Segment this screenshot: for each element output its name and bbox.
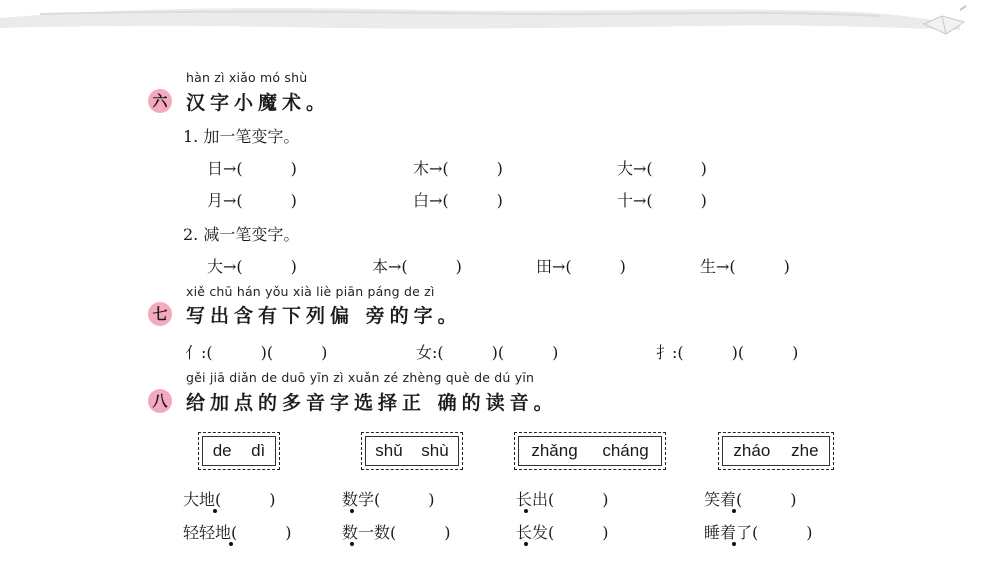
emphasis-dot xyxy=(732,542,736,546)
section7-pinyin: xiě chū hán yǒu xià liè piān páng de zì xyxy=(186,284,435,299)
remove-stroke-item[interactable]: 田→( ) xyxy=(536,257,626,276)
pronunciation-option: zhe xyxy=(791,441,819,460)
pronunciation-box xyxy=(718,432,834,470)
pronunciation-option: zháo xyxy=(733,441,771,460)
polyphone-word[interactable]: 笑着( ) xyxy=(704,490,797,509)
add-stroke-item[interactable]: 木→( ) xyxy=(413,159,503,178)
radical-item[interactable]: 女:( )( ) xyxy=(416,343,559,362)
section8-pinyin: gěi jiā diǎn de duō yīn zì xuǎn zé zhèng què de dú yīn xyxy=(186,370,535,385)
emphasis-dot xyxy=(213,509,217,513)
section7-badge: 七 xyxy=(148,302,172,326)
polyphone-word[interactable]: 轻轻地( ) xyxy=(183,523,292,542)
section7-title: 写出含有下列偏 旁的字。 xyxy=(186,305,462,327)
polyphone-word[interactable]: 大地( ) xyxy=(183,490,276,509)
add-stroke-item[interactable]: 日→( ) xyxy=(207,159,297,178)
pronunciation-option: dì xyxy=(251,441,266,460)
section6-badge: 六 xyxy=(148,89,172,113)
polyphone-word[interactable]: 长出( ) xyxy=(516,490,609,509)
emphasis-dot xyxy=(229,542,233,546)
polyphone-word[interactable]: 长发( ) xyxy=(516,523,609,542)
pronunciation-option: shǔ xyxy=(375,441,403,460)
remove-stroke-item[interactable]: 大→( ) xyxy=(207,257,297,276)
add-stroke-item[interactable]: 月→( ) xyxy=(207,191,297,210)
emphasis-dot xyxy=(350,509,354,513)
emphasis-dot xyxy=(732,509,736,513)
emphasis-dot xyxy=(350,542,354,546)
add-stroke-item[interactable]: 白→( ) xyxy=(413,191,503,210)
section6-pinyin: hàn zì xiǎo mó shù xyxy=(186,70,308,85)
emphasis-dot xyxy=(524,509,528,513)
pronunciation-box xyxy=(198,432,280,470)
section6-sub2: 2. 减一笔变字。 xyxy=(183,225,300,244)
polyphone-word[interactable]: 数学( ) xyxy=(342,490,435,509)
remove-stroke-item[interactable]: 生→( ) xyxy=(700,257,790,276)
pronunciation-option: shù xyxy=(421,441,449,460)
book-icon xyxy=(920,4,970,40)
polyphone-word[interactable]: 睡着了( ) xyxy=(704,523,813,542)
radical-item[interactable]: 亻:( )( ) xyxy=(185,343,328,362)
polyphone-word[interactable]: 数一数( ) xyxy=(342,523,451,542)
pronunciation-option: de xyxy=(212,441,232,460)
pronunciation-box xyxy=(361,432,463,470)
add-stroke-item[interactable]: 大→( ) xyxy=(617,159,707,178)
section6-sub1: 1. 加一笔变字。 xyxy=(183,127,300,146)
add-stroke-item[interactable]: 十→( ) xyxy=(617,191,707,210)
pronunciation-option: zhǎng xyxy=(531,441,578,460)
emphasis-dot xyxy=(524,542,528,546)
top-brush-decoration xyxy=(0,0,1000,40)
section8-title: 给加点的多音字选择正 确的读音。 xyxy=(186,392,558,414)
pronunciation-box xyxy=(514,432,666,470)
remove-stroke-item[interactable]: 本→( ) xyxy=(372,257,462,276)
radical-item[interactable]: 扌:( )( ) xyxy=(656,343,799,362)
section6-title: 汉字小魔术。 xyxy=(186,92,331,114)
pronunciation-option: cháng xyxy=(602,441,649,460)
section8-badge: 八 xyxy=(148,389,172,413)
